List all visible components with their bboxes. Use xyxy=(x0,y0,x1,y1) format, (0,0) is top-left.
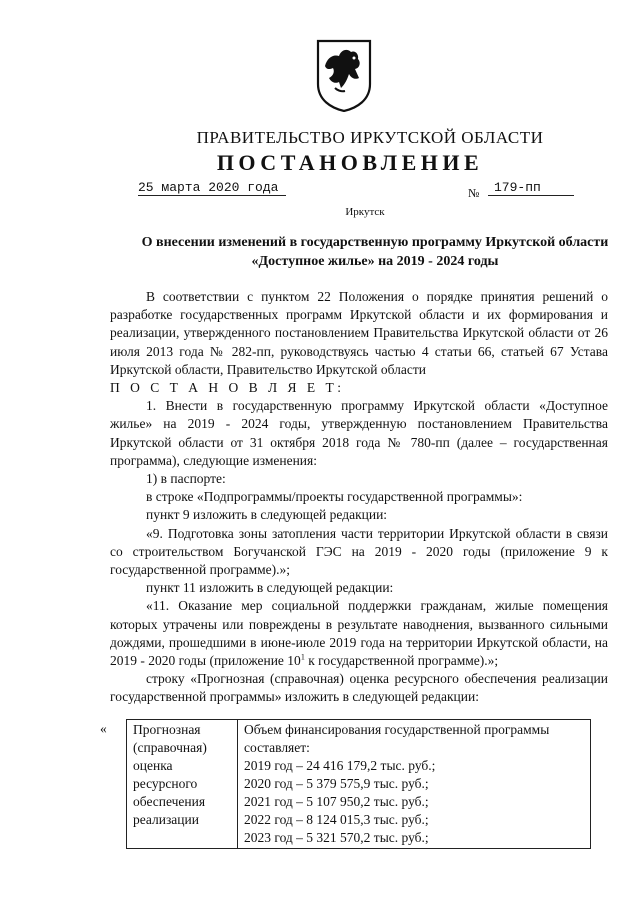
document-subject-title: О внесении изменений в государственную программу Иркутской области «Доступное жилье» на 2019 - 2024 годы xyxy=(141,235,609,269)
document-number: 179-пп xyxy=(488,180,574,196)
point-11-text-part2: к государственной программе).»; xyxy=(304,653,499,669)
table-right-cell xyxy=(238,720,591,849)
paragraph-item-1: 1. Внести в государственную программу Иркутской области «Доступное жилье» на 2019 - 2024 годы, утвержденную постановлением Правительства Иркутской области от 31 октября 2018 года № 780-пп (далее – государственная программа), следующие изменения: xyxy=(110,398,608,468)
number-sign: № xyxy=(468,186,480,200)
right-cell-line: 2021 год – 5 107 950,2 тыс. руб.; xyxy=(244,794,429,809)
left-cell-line: ресурсного xyxy=(133,776,198,791)
government-name: ПРАВИТЕЛЬСТВО ИРКУТСКОЙ ОБЛАСТИ xyxy=(196,128,544,147)
left-cell-line: обеспечения xyxy=(133,794,206,809)
left-cell-line: реализации xyxy=(133,812,199,827)
right-cell-line: 2019 год – 24 416 179,2 тыс. руб.; xyxy=(244,758,436,773)
table-open-quote: « xyxy=(100,721,107,736)
right-cell-line: 2022 год – 8 124 015,3 тыс. руб.; xyxy=(244,812,429,827)
document-type-title: ПОСТАНОВЛЕНИЕ xyxy=(216,150,484,175)
document-city: Иркутск xyxy=(345,206,385,218)
document-date: 25 марта 2020 года xyxy=(138,180,286,196)
right-cell-line: 2023 год – 5 321 570,2 тыс. руб.; xyxy=(244,830,429,845)
left-cell-line: (справочная) xyxy=(133,740,207,755)
table-left-cell xyxy=(127,720,238,849)
paragraph-point-11: пункт 11 изложить в следующей редакции: xyxy=(146,580,394,596)
right-cell-line: 2020 год – 5 379 575,9 тыс. руб.; xyxy=(244,776,429,791)
point-11-text-part1: «11. Оказание мер социальной поддержки гражданам, жилые помещения которых утрачены или повреждены в результате наводнения, вызванного сильными дождями, прошедшими в июне-июле 2019 года на территории Иркутской области, на 2019 - 2020 годы (приложение 10 xyxy=(110,598,608,669)
paragraph-point-11-text xyxy=(110,597,608,670)
paragraph-forecast-row: строку «Прогнозная (справочная) оценка ресурсного обеспечения реализации государственной программы» изложить в следующей редакции: xyxy=(110,671,608,705)
paragraph-point-9: пункт 9 изложить в следующей редакции: xyxy=(146,507,388,523)
paragraph-subprograms-row: в строке «Подпрограммы/проекты государственной программы»: xyxy=(146,489,523,505)
document-body xyxy=(110,288,608,707)
paragraph-passport: 1) в паспорте: xyxy=(146,471,226,487)
coat-of-arms-icon xyxy=(315,38,373,112)
table-row xyxy=(127,720,591,849)
left-cell-line: оценка xyxy=(133,758,173,773)
decree-heading: П О С Т А Н О В Л Я Е Т: xyxy=(110,380,345,396)
paragraph-preamble: В соответствии с пунктом 22 Положения о порядке принятия решений о разработке государственных программ Иркутской области и их формирования и реализации, утвержденного постановлением Правительства Иркутской области от 26 июля 2013 года № 282-пп, руководствуясь частью 4 статьи 66, статьей 67 Устава Иркутской области, Правительство Иркутской области xyxy=(110,289,608,377)
appendix-superscript: 1 xyxy=(300,652,305,662)
right-cell-line: Объем финансирования государственной программы составляет: xyxy=(244,722,550,755)
left-cell-line: Прогнозная xyxy=(133,722,201,737)
funding-table xyxy=(126,719,591,849)
paragraph-point-9-text: «9. Подготовка зоны затопления части территории Иркутской области в связи со строительством Богучанской ГЭС на 2019 - 2020 годы (приложение 9 к государственной программе).»; xyxy=(110,525,608,578)
